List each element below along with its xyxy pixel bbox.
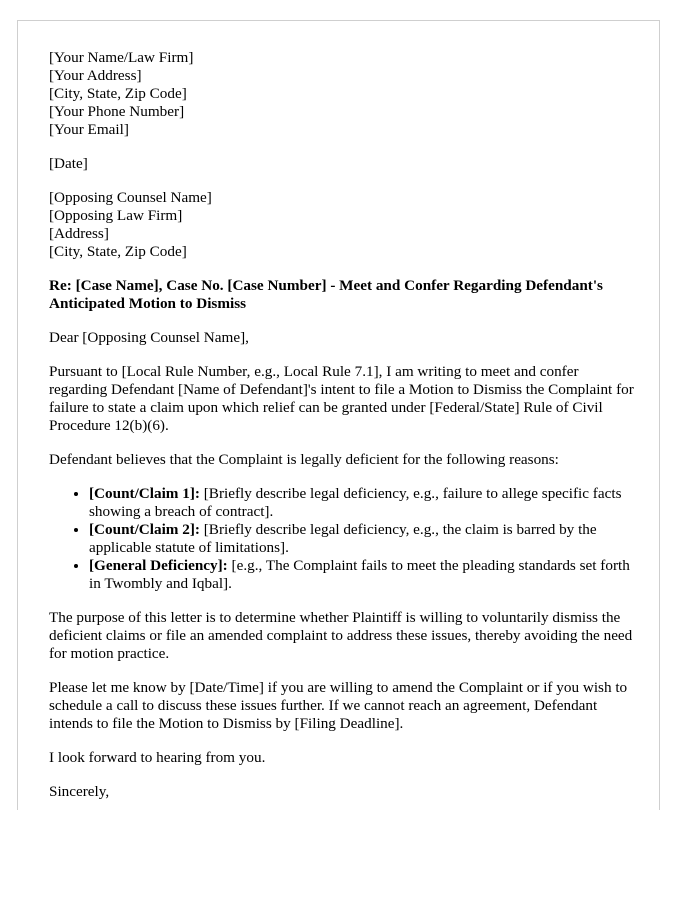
letter-page (17, 20, 660, 810)
list-item (89, 557, 639, 593)
sender-address: [Your Address] (49, 67, 142, 84)
recipient-block (49, 189, 639, 261)
salutation: Dear [Opposing Counsel Name], (49, 329, 249, 346)
reason-text: [Briefly describe legal deficiency, e.g., the claim is barred by the applicable statute of limitations]. (89, 521, 597, 556)
sender-name: [Your Name/Law Firm] (49, 49, 194, 66)
sender-block (49, 49, 639, 139)
list-item (89, 521, 639, 557)
reason-label: [Count/Claim 1]: (89, 485, 200, 502)
recipient-address: [Address] (49, 225, 109, 242)
list-item (89, 485, 639, 521)
sender-city: [City, State, Zip Code] (49, 85, 187, 102)
sender-email: [Your Email] (49, 121, 129, 138)
body-paragraph-2: Defendant believes that the Complaint is legally deficient for the following reasons: (49, 451, 559, 468)
reason-text: [e.g., The Complaint fails to meet the pleading standards set forth in Twombly and Iqbal]. (89, 557, 630, 592)
reason-label: [Count/Claim 2]: (89, 521, 200, 538)
recipient-firm: [Opposing Law Firm] (49, 207, 183, 224)
reason-label: [General Deficiency]: (89, 557, 228, 574)
recipient-name: [Opposing Counsel Name] (49, 189, 212, 206)
subject-line: Re: [Case Name], Case No. [Case Number] - Meet and Confer Regarding Defendant's Anticipated Motion to Dismiss (49, 277, 603, 312)
body-paragraph-5: I look forward to hearing from you. (49, 749, 266, 766)
reasons-list (49, 485, 639, 593)
letter-content (49, 49, 639, 810)
body-paragraph-4: Please let me know by [Date/Time] if you are willing to amend the Complaint or if you wish to schedule a call to discuss these issues further. If we cannot reach an agreement, Defendant intends to file the Motion to Dismiss by [Filing Deadline]. (49, 679, 628, 732)
closing: Sincerely, (49, 783, 110, 800)
reason-text: [Briefly describe legal deficiency, e.g., failure to allege specific facts showing a breach of contract]. (89, 485, 622, 520)
body-paragraph-3: The purpose of this letter is to determine whether Plaintiff is willing to voluntarily dismiss the deficient claims or file an amended complaint to address these issues, thereby avoiding the need for motion practice. (49, 609, 633, 662)
date-line: [Date] (49, 155, 88, 172)
sender-phone: [Your Phone Number] (49, 103, 185, 120)
recipient-city: [City, State, Zip Code] (49, 243, 187, 260)
body-paragraph-1: Pursuant to [Local Rule Number, e.g., Local Rule 7.1], I am writing to meet and confer regarding Defendant [Name of Defendant]'s intent to file a Motion to Dismiss the Complaint for failure to state a claim upon which relief can be granted under [Federal/State] Rule of Civil Procedure 12(b)(6). (49, 363, 634, 434)
